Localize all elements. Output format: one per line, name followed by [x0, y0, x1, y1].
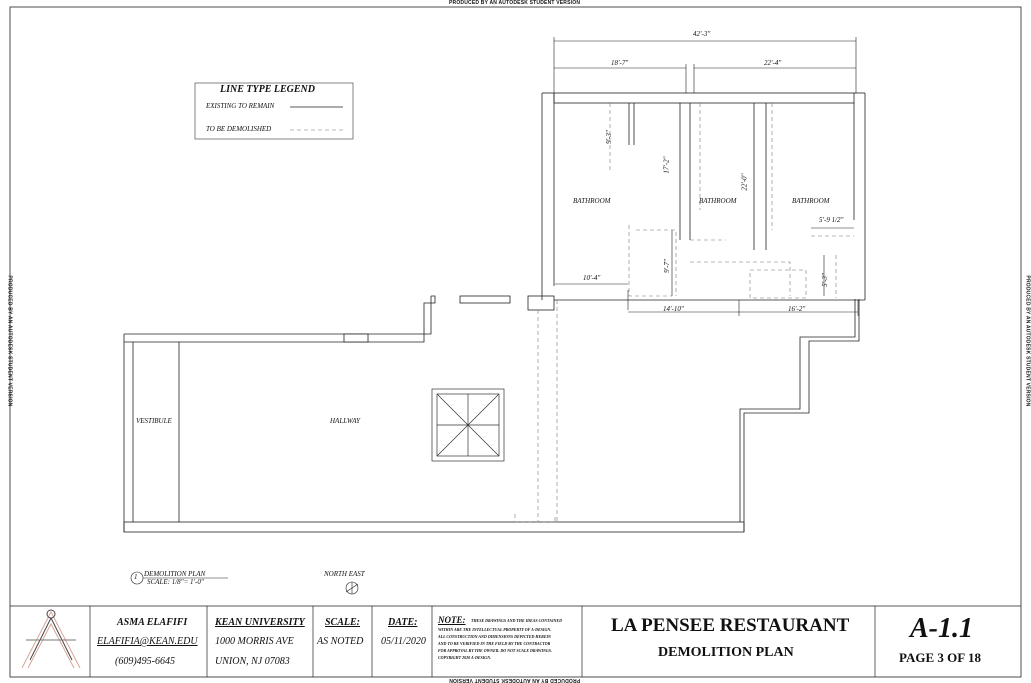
note-line-1: THESE DRAWINGS AND THE IDEAS CONTAINED: [471, 618, 562, 623]
author-email: ELAFIFIA@KEAN.EDU: [97, 636, 198, 647]
school-name: KEAN UNIVERSITY: [215, 617, 305, 628]
dim-5-9: 5'-9 1/2": [819, 216, 844, 224]
room-bathroom-2: BATHROOM: [699, 197, 737, 205]
note-label: NOTE:: [438, 615, 466, 625]
dim-10-4: 10'-4": [583, 274, 601, 282]
legend-demolished-label: TO BE DEMOLISHED: [206, 125, 272, 133]
existing-walls: [124, 93, 865, 532]
project-title: LA PENSEE RESTAURANT: [611, 615, 850, 636]
dim-overall: 42'-3": [693, 30, 711, 38]
dim-9-7: 9'-7": [662, 259, 671, 273]
drawing-title: DEMOLITION PLAN: [658, 645, 794, 660]
note-line-3: ALL CONSTRUCTION AND DIMENSIONS DEPICTED HEREIN: [438, 634, 551, 639]
note-line-4: AND TO BE VERIFIED IN THE FIELD BY THE CONTRACTOR: [438, 641, 551, 646]
north-label: NORTH EAST: [324, 570, 365, 578]
watermark-right: PRODUCED BY AN AUTODESK STUDENT VERSION: [1024, 275, 1031, 407]
watermark-bottom: PRODUCED BY AN AUTODESK STUDENT VERSION: [449, 677, 581, 683]
north-arrow-icon: [346, 582, 358, 594]
date-label: DATE:: [388, 617, 418, 628]
note-line-5: FOR APPROVAL BY THE OWNER. DO NOT SCALE DRAWINGS.: [438, 648, 553, 653]
room-bathroom-3: BATHROOM: [792, 197, 830, 205]
watermark-top: PRODUCED BY AN AUTODESK STUDENT VERSION: [449, 0, 581, 6]
page-number: PAGE 3 OF 18: [899, 650, 981, 665]
note-line-6: COPYRIGHT 2020 A-DESIGN.: [438, 655, 492, 660]
dim-16-2: 16'-2": [788, 305, 806, 313]
note-line-2: WITHIN ARE THE INTELLECTUAL PROPERTY OF A-DESIGN.: [438, 627, 552, 632]
school-address-1: 1000 MORRIS AVE: [215, 636, 294, 647]
scale-label: SCALE:: [325, 617, 361, 628]
room-hallway: HALLWAY: [330, 417, 360, 425]
legend-title: LINE TYPE LEGEND: [220, 84, 315, 95]
author-name: ASMA ELAFIFI: [117, 617, 188, 628]
author-phone: (609)495-6645: [115, 656, 175, 667]
dim-right-top: 22'-4": [764, 59, 782, 67]
plan-title: DEMOLITION PLAN: [144, 570, 206, 578]
plan-number: 1: [134, 573, 138, 581]
dim-5-3: 5'-3": [820, 273, 829, 287]
room-vestibule: VESTIBULE: [136, 417, 172, 425]
legend-existing-label: EXISTING TO REMAIN: [206, 102, 275, 110]
compass-logo-icon: [22, 610, 80, 668]
scale-value: AS NOTED: [317, 636, 364, 647]
watermark-left: PRODUCED BY AN AUTODESK STUDENT VERSION: [6, 275, 13, 407]
skylight: [432, 389, 504, 461]
dim-22-0: 22'-0": [740, 173, 749, 191]
sheet-number: A-1.1: [910, 613, 973, 644]
dim-14-10: 14'-10": [663, 305, 684, 313]
dim-9-3: 9'-3": [604, 130, 613, 144]
date-value: 05/11/2020: [381, 636, 426, 647]
school-address-2: UNION, NJ 07083: [215, 656, 290, 667]
dim-left-top: 18'-7": [611, 59, 629, 67]
room-bathroom-1: BATHROOM: [573, 197, 611, 205]
plan-scale: SCALE: 1/8"= 1'-0": [147, 578, 204, 586]
dim-17-2: 17'-2": [662, 156, 671, 174]
